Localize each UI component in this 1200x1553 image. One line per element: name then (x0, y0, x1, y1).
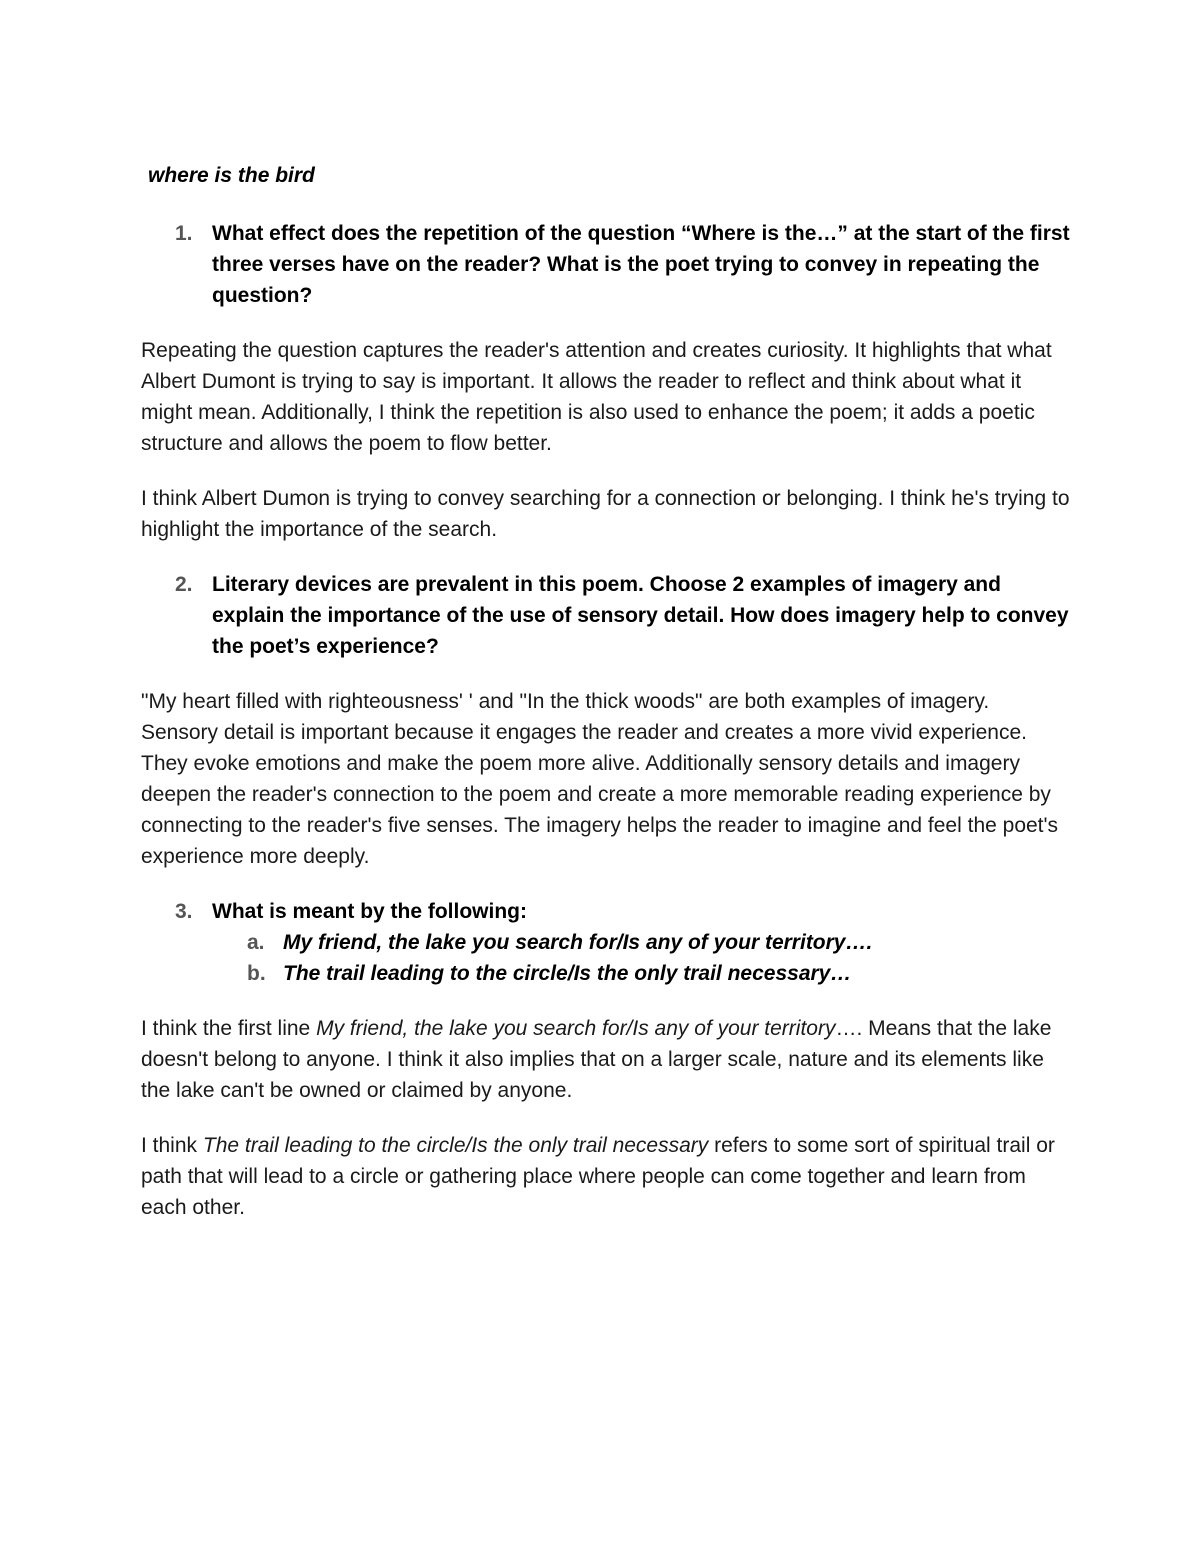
answer-rest: …. Means that the lake doesn't belong to anyone. I think it also implies that on a larger scale, nature and its elements like the lake can't be owned or claimed by anyone. (141, 1017, 1052, 1102)
question-3-item-b (141, 958, 1071, 989)
item-text: The trail leading to the circle/Is the only trail necessary… (283, 962, 852, 985)
item-letter: b. (247, 962, 266, 985)
document-page (141, 160, 1071, 1223)
question-3 (141, 896, 1071, 927)
answer-paragraph: I think Albert Dumon is trying to convey searching for a connection or belonging. I think he's trying to highlight the importance of the search. (141, 487, 1070, 541)
question-text: What is meant by the following: (212, 900, 527, 923)
question-number: 3. (175, 900, 193, 923)
item-letter: a. (247, 931, 265, 954)
answer-paragraph (141, 1130, 1071, 1223)
answer-paragraph (141, 1013, 1071, 1106)
document-title: where is the bird (148, 164, 315, 187)
answer-lead: I think (141, 1134, 203, 1157)
answer-paragraph: Repeating the question captures the reader's attention and creates curiosity. It highlights that what Albert Dumont is trying to say is important. It allows the reader to reflect and think about what it might mean. Additionally, I think the repetition is also used to enhance the poem; it adds a poetic structure and allows the poem to flow better. (141, 339, 1052, 455)
quoted-line: My friend, the lake you search for/Is any of your territory (316, 1017, 836, 1040)
question-text: What effect does the repetition of the question “Where is the…” at the start of the first three verses have on the reader? What is the poet trying to convey in repeating the question? (212, 222, 1070, 307)
question-number: 1. (175, 222, 193, 245)
answer-rest: refers to some sort of spiritual trail or path that will lead to a circle or gathering place where people can come together and learn from each other. (141, 1134, 1055, 1219)
item-text: My friend, the lake you search for/Is any of your territory…. (283, 931, 873, 954)
question-1 (141, 218, 1071, 311)
question-3-item-a (141, 927, 1071, 958)
answer-paragraph: "My heart filled with righteousness' ' and "In the thick woods" are both examples of imagery. Sensory detail is important because it engages the reader and creates a more vivid experience. They evoke emotions and make the poem more alive. Additionally sensory details and imagery deepen the reader's connection to the poem and create a more memorable reading experience by connecting to the reader's five senses. The imagery helps the reader to imagine and feel the poet's experience more deeply. (141, 690, 1059, 868)
answer-lead: I think the first line (141, 1017, 317, 1040)
question-number: 2. (175, 573, 193, 596)
question-text: Literary devices are prevalent in this poem. Choose 2 examples of imagery and explain the importance of the use of sensory detail. How does imagery help to convey the poet’s experience? (212, 573, 1069, 658)
question-2 (141, 569, 1071, 662)
quoted-line: The trail leading to the circle/Is the only trail necessary (202, 1134, 709, 1157)
